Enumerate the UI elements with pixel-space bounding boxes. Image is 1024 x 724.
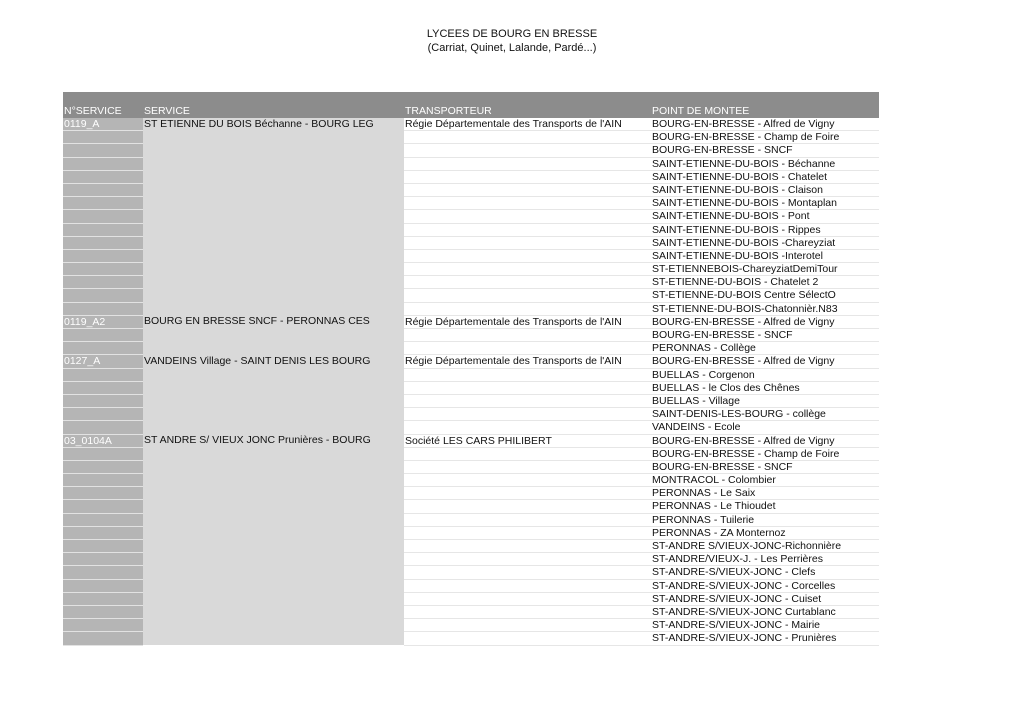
service-number-cell (63, 460, 143, 473)
transporteur-cell (404, 144, 651, 157)
transporteur-cell (404, 342, 651, 355)
service-number-cell (63, 553, 143, 566)
point-de-montee-cell: PERONNAS - ZA Monternoz (651, 526, 879, 539)
service-cell (143, 131, 404, 144)
table-row (63, 421, 879, 434)
point-de-montee-cell: ST-ANDRE-S/VIEUX-JONC - Cuiset (651, 592, 879, 605)
point-de-montee-cell: BOURG-EN-BRESSE - Alfred de Vigny (651, 434, 879, 447)
point-de-montee-cell: SAINT-ETIENNE-DU-BOIS - Pont (651, 210, 879, 223)
point-de-montee-cell: ST-ETIENNE-DU-BOIS - Chatelet 2 (651, 276, 879, 289)
service-number-cell: 0119_A2 (63, 315, 143, 328)
point-de-montee-cell: BOURG-EN-BRESSE - Alfred de Vigny (651, 118, 879, 131)
point-de-montee-cell: BOURG-EN-BRESSE - Champ de Foire (651, 447, 879, 460)
table-row (63, 249, 879, 262)
point-de-montee-cell: BOURG-EN-BRESSE - SNCF (651, 144, 879, 157)
transporteur-cell (404, 197, 651, 210)
table-row (63, 526, 879, 539)
service-cell (143, 592, 404, 605)
service-number-cell (63, 263, 143, 276)
service-number-cell (63, 605, 143, 618)
point-de-montee-cell: BOURG-EN-BRESSE - SNCF (651, 460, 879, 473)
transporteur-cell (404, 566, 651, 579)
table-row (63, 183, 879, 196)
service-number-cell (63, 394, 143, 407)
table-body (63, 118, 879, 645)
service-cell (143, 183, 404, 196)
service-cell (143, 408, 404, 421)
transporteur-cell: Régie Départementale des Transports de l'AIN (404, 118, 651, 131)
service-number-cell (63, 421, 143, 434)
service-number-cell (63, 249, 143, 262)
transporteur-cell (404, 236, 651, 249)
column-header-num: N°SERVICE (63, 92, 143, 118)
point-de-montee-cell: MONTRACOL - Colombier (651, 474, 879, 487)
transporteur-cell (404, 131, 651, 144)
service-number-cell (63, 526, 143, 539)
service-cell (143, 487, 404, 500)
table-row (63, 500, 879, 513)
service-number-cell (63, 447, 143, 460)
transporteur-cell (404, 447, 651, 460)
point-de-montee-cell: BOURG-EN-BRESSE - Alfred de Vigny (651, 355, 879, 368)
transporteur-cell (404, 381, 651, 394)
transporteur-cell (404, 500, 651, 513)
service-cell: BOURG EN BRESSE SNCF - PERONNAS CES (143, 315, 404, 328)
table-row (63, 144, 879, 157)
table-row (63, 394, 879, 407)
service-cell: VANDEINS Village - SAINT DENIS LES BOURG (143, 355, 404, 368)
service-number-cell (63, 223, 143, 236)
table-row (63, 368, 879, 381)
transporteur-cell (404, 394, 651, 407)
table-row (63, 236, 879, 249)
service-cell (143, 553, 404, 566)
service-number-cell: 0127_A (63, 355, 143, 368)
service-cell (143, 249, 404, 262)
table-row (63, 474, 879, 487)
point-de-montee-cell: ST-ANDRE-S/VIEUX-JONC - Prunières (651, 632, 879, 645)
table-row (63, 434, 879, 447)
point-de-montee-cell: SAINT-ETIENNE-DU-BOIS - Montaplan (651, 197, 879, 210)
table-row (63, 513, 879, 526)
point-de-montee-cell: SAINT-ETIENNE-DU-BOIS -Interotel (651, 249, 879, 262)
service-number-cell (63, 500, 143, 513)
service-number-cell (63, 619, 143, 632)
service-cell (143, 276, 404, 289)
transporteur-cell (404, 157, 651, 170)
service-number-cell (63, 144, 143, 157)
column-header-point: POINT DE MONTEE (651, 92, 879, 118)
service-number-cell (63, 368, 143, 381)
point-de-montee-cell: SAINT-ETIENNE-DU-BOIS -Chareyziat (651, 236, 879, 249)
transporteur-cell (404, 249, 651, 262)
service-cell (143, 460, 404, 473)
service-number-cell (63, 157, 143, 170)
service-cell (143, 368, 404, 381)
service-cell (143, 447, 404, 460)
service-number-cell (63, 302, 143, 315)
point-de-montee-cell: BUELLAS - le Clos des Chênes (651, 381, 879, 394)
service-cell (143, 144, 404, 157)
point-de-montee-cell: SAINT-ETIENNE-DU-BOIS - Chatelet (651, 170, 879, 183)
table-row (63, 197, 879, 210)
service-cell (143, 289, 404, 302)
service-number-cell (63, 289, 143, 302)
service-number-cell (63, 566, 143, 579)
table-row (63, 447, 879, 460)
service-number-cell (63, 579, 143, 592)
table-row (63, 276, 879, 289)
point-de-montee-cell: PERONNAS - Collège (651, 342, 879, 355)
service-number-cell: 0119_A (63, 118, 143, 131)
point-de-montee-cell: PERONNAS - Le Thioudet (651, 500, 879, 513)
point-de-montee-cell: BOURG-EN-BRESSE - Alfred de Vigny (651, 315, 879, 328)
point-de-montee-cell: BOURG-EN-BRESSE - Champ de Foire (651, 131, 879, 144)
transporteur-cell (404, 605, 651, 618)
table-row (63, 592, 879, 605)
point-de-montee-cell: ST-ANDRE/VIEUX-J. - Les Perrières (651, 553, 879, 566)
table-row (63, 605, 879, 618)
table-row (63, 553, 879, 566)
service-number-cell (63, 342, 143, 355)
service-cell (143, 197, 404, 210)
column-header-service: SERVICE (143, 92, 404, 118)
point-de-montee-cell: SAINT-ETIENNE-DU-BOIS - Claison (651, 183, 879, 196)
table-row (63, 329, 879, 342)
transporteur-cell (404, 421, 651, 434)
point-de-montee-cell: BUELLAS - Village (651, 394, 879, 407)
service-cell (143, 566, 404, 579)
service-number-cell: 03_0104A (63, 434, 143, 447)
table-row (63, 460, 879, 473)
transporteur-cell (404, 592, 651, 605)
service-number-cell (63, 197, 143, 210)
point-de-montee-cell: PERONNAS - Tuilerie (651, 513, 879, 526)
transporteur-cell (404, 329, 651, 342)
service-number-cell (63, 540, 143, 553)
point-de-montee-cell: BUELLAS - Corgenon (651, 368, 879, 381)
service-cell (143, 619, 404, 632)
transporteur-cell (404, 540, 651, 553)
service-cell (143, 579, 404, 592)
service-cell (143, 605, 404, 618)
point-de-montee-cell: ST-ETIENNE-DU-BOIS-Chatonnièr.N83 (651, 302, 879, 315)
service-number-cell (63, 170, 143, 183)
transporteur-cell (404, 210, 651, 223)
point-de-montee-cell: SAINT-ETIENNE-DU-BOIS - Béchanne (651, 157, 879, 170)
table-row (63, 408, 879, 421)
point-de-montee-cell: PERONNAS - Le Saix (651, 487, 879, 500)
transporteur-cell: Régie Départementale des Transports de l'AIN (404, 355, 651, 368)
service-number-cell (63, 513, 143, 526)
service-number-cell (63, 408, 143, 421)
table-row (63, 579, 879, 592)
service-cell: ST ANDRE S/ VIEUX JONC Prunières - BOURG (143, 434, 404, 447)
table-row (63, 619, 879, 632)
transporteur-cell (404, 302, 651, 315)
table-header-row (63, 92, 879, 118)
transporteur-cell (404, 553, 651, 566)
table-row (63, 355, 879, 368)
point-de-montee-cell: VANDEINS - Ecole (651, 421, 879, 434)
service-cell (143, 500, 404, 513)
service-number-cell (63, 329, 143, 342)
service-cell (143, 632, 404, 645)
transport-table (63, 92, 879, 646)
service-cell (143, 540, 404, 553)
service-number-cell (63, 276, 143, 289)
table-row (63, 315, 879, 328)
transporteur-cell: Société LES CARS PHILIBERT (404, 434, 651, 447)
service-number-cell (63, 487, 143, 500)
service-cell (143, 263, 404, 276)
transporteur-cell (404, 408, 651, 421)
point-de-montee-cell: SAINT-ETIENNE-DU-BOIS - Rippes (651, 223, 879, 236)
table-row (63, 632, 879, 645)
service-cell (143, 329, 404, 342)
point-de-montee-cell: ST-ANDRE-S/VIEUX-JONC - Clefs (651, 566, 879, 579)
table-row (63, 302, 879, 315)
transporteur-cell (404, 170, 651, 183)
point-de-montee-cell: ST-ANDRE-S/VIEUX-JONC - Mairie (651, 619, 879, 632)
transporteur-cell (404, 368, 651, 381)
document-title: LYCEES DE BOURG EN BRESSE (426, 28, 598, 40)
transporteur-cell (404, 276, 651, 289)
service-cell (143, 474, 404, 487)
service-cell (143, 381, 404, 394)
transporteur-cell (404, 289, 651, 302)
service-cell: ST ETIENNE DU BOIS Béchanne - BOURG LEG (143, 118, 404, 131)
transporteur-cell (404, 183, 651, 196)
service-cell (143, 236, 404, 249)
service-cell (143, 342, 404, 355)
transporteur-cell (404, 223, 651, 236)
transporteur-cell (404, 619, 651, 632)
service-cell (143, 170, 404, 183)
point-de-montee-cell: BOURG-EN-BRESSE - SNCF (651, 329, 879, 342)
service-cell (143, 223, 404, 236)
point-de-montee-cell: ST-ANDRE S/VIEUX-JONC-Richonnière (651, 540, 879, 553)
transporteur-cell (404, 526, 651, 539)
service-number-cell (63, 131, 143, 144)
table-row (63, 342, 879, 355)
service-number-cell (63, 474, 143, 487)
table-row (63, 540, 879, 553)
table-row (63, 118, 879, 131)
service-cell (143, 157, 404, 170)
transporteur-cell (404, 460, 651, 473)
transporteur-cell (404, 263, 651, 276)
table-row (63, 487, 879, 500)
service-number-cell (63, 381, 143, 394)
table-row (63, 157, 879, 170)
transporteur-cell (404, 474, 651, 487)
point-de-montee-cell: ST-ETIENNE-DU-BOIS Centre SélectO (651, 289, 879, 302)
service-cell (143, 210, 404, 223)
service-number-cell (63, 592, 143, 605)
point-de-montee-cell: ST-ANDRE-S/VIEUX-JONC - Corcelles (651, 579, 879, 592)
table-row (63, 131, 879, 144)
table-row (63, 210, 879, 223)
document-subtitle: (Carriat, Quinet, Lalande, Pardé...) (427, 42, 597, 54)
service-cell (143, 394, 404, 407)
point-de-montee-cell: SAINT-DENIS-LES-BOURG - collège (651, 408, 879, 421)
table-row (63, 566, 879, 579)
service-number-cell (63, 632, 143, 645)
point-de-montee-cell: ST-ETIENNEBOIS-ChareyziatDemiTour (651, 263, 879, 276)
table-row (63, 263, 879, 276)
service-cell (143, 513, 404, 526)
transporteur-cell (404, 579, 651, 592)
service-cell (143, 302, 404, 315)
table-row (63, 223, 879, 236)
service-cell (143, 421, 404, 434)
service-cell (143, 526, 404, 539)
table-row (63, 289, 879, 302)
table-row (63, 170, 879, 183)
service-number-cell (63, 210, 143, 223)
service-number-cell (63, 183, 143, 196)
point-de-montee-cell: ST-ANDRE-S/VIEUX-JONC Curtablanc (651, 605, 879, 618)
transporteur-cell (404, 513, 651, 526)
transporteur-cell: Régie Départementale des Transports de l'AIN (404, 315, 651, 328)
table-row (63, 381, 879, 394)
column-header-transporteur: TRANSPORTEUR (404, 92, 651, 118)
transporteur-cell (404, 487, 651, 500)
service-number-cell (63, 236, 143, 249)
transporteur-cell (404, 632, 651, 645)
